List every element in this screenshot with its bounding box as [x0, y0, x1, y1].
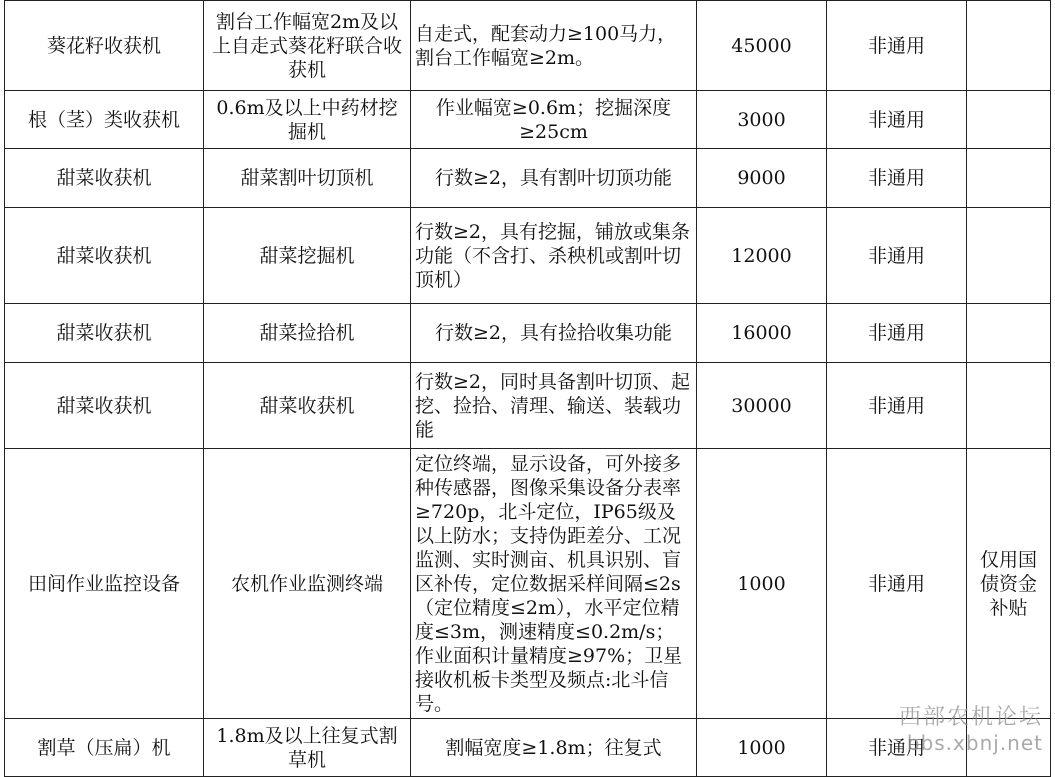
- note-cell: [967, 208, 1051, 304]
- table-row: [5, 149, 1051, 208]
- category-cell: 割草（压扁）机: [5, 719, 204, 777]
- amount-cell: 9000: [697, 149, 827, 208]
- note-cell: [967, 363, 1051, 449]
- amount-cell: 1000: [697, 719, 827, 777]
- spec-cell: 自走式，配套动力≥100马力，割台工作幅宽≥2m。: [411, 1, 697, 91]
- category-cell: 甜菜收获机: [5, 363, 204, 449]
- item-cell: 甜菜割叶切顶机: [204, 149, 411, 208]
- scope-cell: 非通用: [827, 304, 967, 363]
- category-cell: 甜菜收获机: [5, 304, 204, 363]
- item-cell: 甜菜挖掘机: [204, 208, 411, 304]
- category-cell: 葵花籽收获机: [5, 1, 204, 91]
- spec-cell: 定位终端，显示设备，可外接多种传感器，图像采集设备分表率≥720p，北斗定位，IP65级及以上防水；支持伪距差分、工况监测、实时测亩、机具识别、盲区补传，定位数据采样间隔≤2s（定位精度≤2m），水平定位精度≤3m，测速精度≤0.2m/s；作业面积计量精度≥97%；卫星接收机板卡类型及频点:北斗信号。: [411, 449, 697, 719]
- table-row: [5, 208, 1051, 304]
- spec-cell: 作业幅宽≥0.6m；挖掘深度≥25cm: [411, 91, 697, 149]
- scope-cell: 非通用: [827, 1, 967, 91]
- note-cell: [967, 304, 1051, 363]
- table-row: [5, 449, 1051, 719]
- amount-cell: 16000: [697, 304, 827, 363]
- spec-cell: 割幅宽度≥1.8m；往复式: [411, 719, 697, 777]
- amount-cell: 3000: [697, 91, 827, 149]
- scope-cell: 非通用: [827, 208, 967, 304]
- spec-cell: 行数≥2，同时具备割叶切顶、起挖、捡拾、清理、输送、装载功能: [411, 363, 697, 449]
- note-cell: [967, 719, 1051, 777]
- table-row: [5, 91, 1051, 149]
- category-cell: 田间作业监控设备: [5, 449, 204, 719]
- amount-cell: 30000: [697, 363, 827, 449]
- amount-cell: 45000: [697, 1, 827, 91]
- spec-cell: 行数≥2，具有挖掘，铺放或集条功能（不含打、杀秧机或割叶切顶机）: [411, 208, 697, 304]
- table-row: [5, 304, 1051, 363]
- amount-cell: 1000: [697, 449, 827, 719]
- scope-cell: 非通用: [827, 363, 967, 449]
- note-cell: [967, 149, 1051, 208]
- item-cell: 甜菜收获机: [204, 363, 411, 449]
- category-cell: 甜菜收获机: [5, 208, 204, 304]
- table-row: [5, 719, 1051, 777]
- note-cell: [967, 91, 1051, 149]
- scope-cell: 非通用: [827, 449, 967, 719]
- watermark-site: bbs.xbnj.net: [906, 731, 1043, 755]
- spec-cell: 行数≥2，具有割叶切顶功能: [411, 149, 697, 208]
- spec-cell: 行数≥2，具有捡拾收集功能: [411, 304, 697, 363]
- amount-cell: 12000: [697, 208, 827, 304]
- scope-cell: 非通用: [827, 91, 967, 149]
- item-cell: 0.6m及以上中药材挖掘机: [204, 91, 411, 149]
- item-cell: 甜菜捡拾机: [204, 304, 411, 363]
- subsidy-table: [4, 0, 1051, 777]
- category-cell: 根（茎）类收获机: [5, 91, 204, 149]
- table-row: [5, 1, 1051, 91]
- item-cell: 农机作业监测终端: [204, 449, 411, 719]
- item-cell: 1.8m及以上往复式割草机: [204, 719, 411, 777]
- note-cell: [967, 1, 1051, 91]
- scope-cell: 非通用: [827, 149, 967, 208]
- watermark-title: 西部农机论坛: [898, 705, 1043, 730]
- table-row: [5, 363, 1051, 449]
- note-cell: 仅用国债资金补贴: [967, 449, 1051, 719]
- category-cell: 甜菜收获机: [5, 149, 204, 208]
- scope-cell: 非通用: [827, 719, 967, 777]
- item-cell: 割台工作幅宽2m及以上自走式葵花籽联合收获机: [204, 1, 411, 91]
